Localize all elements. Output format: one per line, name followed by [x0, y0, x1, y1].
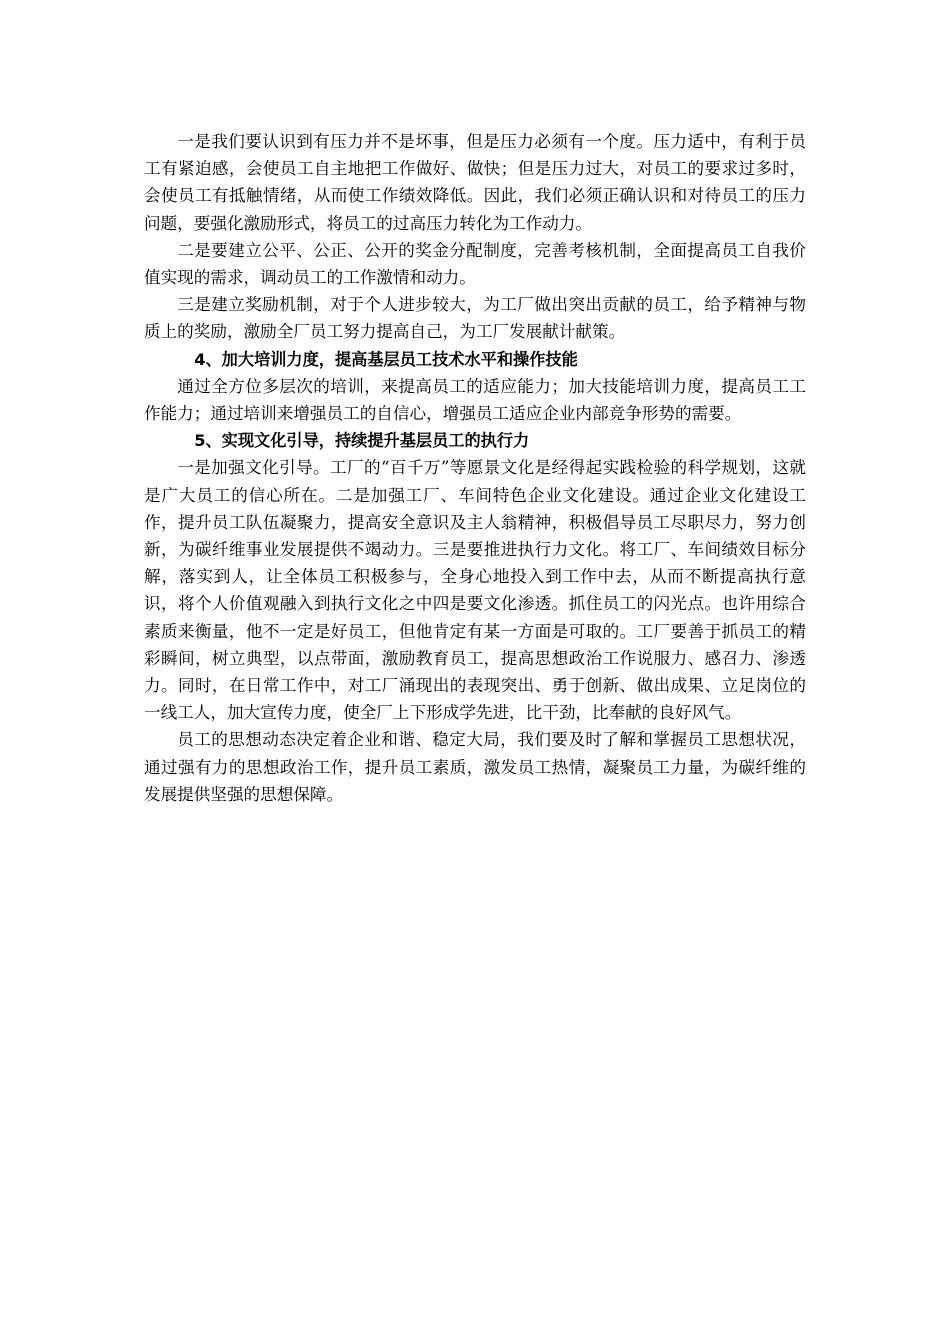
- paragraph-culture: 一是加强文化引导。工厂的“百千万”等愿景文化是经得起实践检验的科学规划，这就是广大员工的信心所在。二是加强工厂、车间特色企业文化建设。通过企业文化建设工作，提升员工队伍凝聚力，提高安全意识及主人翁精神，积极倡导员工尽职尽力，努力创新，为碳纤维事业发展提供不竭动力。三是要推进执行力文化。将工厂、车间绩效目标分解，落实到人，让全体员工积极参与，全身心地投入到工作中去，从而不断提高执行意识，将个人价值观融入到执行文化之中四是要文化渗透。抓住员工的闪光点。也许用综合素质来衡量，他不一定是好员工，但他肯定有某一方面是可取的。工厂要善于抓员工的精彩瞬间，树立典型，以点带面，激励教育员工，提高思想政治工作说服力、感召力、渗透力。同时，在日常工作中，对工厂涌现出的表现突出、勇于创新、做出成果、立足岗位的一线工人，加大宣传力度，使全厂上下形成学先进，比干劲，比奉献的良好风气。: [144, 458, 806, 723]
- paragraph-pressure: 一是我们要认识到有压力并不是坏事，但是压力必须有一个度。压力适中，有利于员工有紧迫感，会使员工自主地把工作做好、做快；但是压力过大，对员工的要求过多时，会使员工有抵触情绪，从而使工作绩效降低。因此，我们必须正确认识和对待员工的压力问题，要强化激励形式，将员工的过高压力转化为工作动力。: [144, 132, 806, 233]
- section-heading-culture: 5、实现文化引导，持续提升基层员工的执行力: [194, 431, 530, 451]
- paragraph-conclusion: 员工的思想动态决定着企业和谐、稳定大局，我们要及时了解和掌握员工思想状况，通过强有力的思想政治工作，提升员工素质，激发员工热情，凝聚员工力量，为碳纤维的发展提供坚强的思想保障。: [144, 730, 806, 804]
- document-body: [144, 128, 806, 808]
- paragraph-training: 通过全方位多层次的培训，来提高员工的适应能力；加大技能培训力度，提高员工工作能力；通过培训来增强员工的自信心，增强员工适应企业内部竞争形势的需要。: [144, 376, 806, 424]
- section-heading-training: 4、加大培训力度，提高基层员工技术水平和操作技能: [194, 349, 578, 369]
- paragraph-reward-mechanism: 三是建立奖励机制，对于个人进步较大，为工厂做出突出贡献的员工，给予精神与物质上的奖励，激励全厂员工努力提高自己，为工厂发展献计献策。: [144, 295, 806, 342]
- paragraph-bonus-system: 二是要建立公平、公正、公开的奖金分配制度，完善考核机制，全面提高员工自我价值实现的需求，调动员工的工作激情和动力。: [144, 240, 806, 288]
